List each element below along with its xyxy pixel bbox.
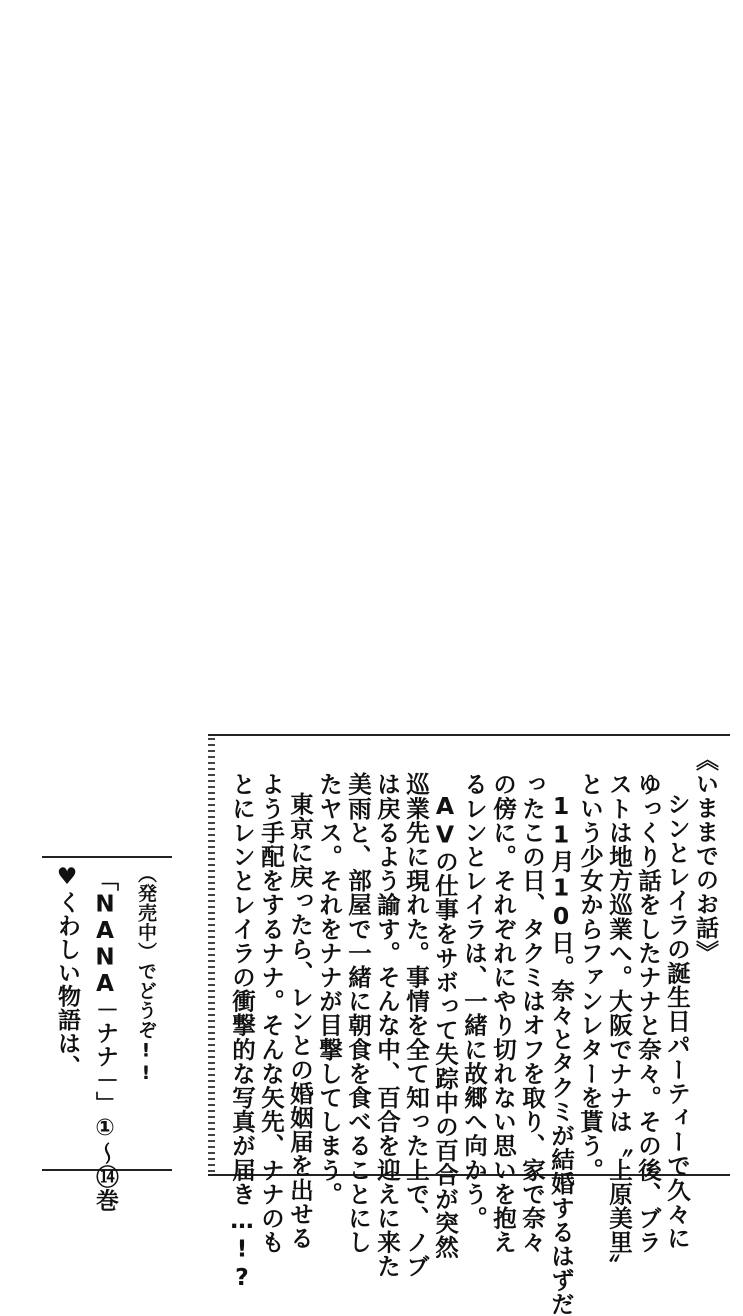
info-line-title: 「NANA－ナナ－」①～⑭巻: [92, 868, 118, 1212]
synopsis-line: よう手配をするナナ。そんな矢先、ナナのも: [257, 772, 285, 1254]
synopsis-line: ストは地方巡業へ。大阪でナナは〝上原美里〟: [605, 772, 633, 1279]
volumes-info-box: [42, 856, 172, 1212]
synopsis-line: 11月10日。奈々とタクミが結婚するはずだ: [547, 792, 575, 1316]
box-top-rule: [208, 734, 730, 736]
synopsis-line: るレンとレイラは、一緒に故郷へ向かう。: [460, 772, 488, 1230]
synopsis-line: 美雨と、部屋で一緒に朝食を食べることにし: [344, 772, 372, 1254]
info-line-on-sale: （発売中）でどうぞ!!: [135, 864, 157, 1085]
synopsis-line: 巡業先に現れた。事情を全て知った上で、ノブ: [402, 772, 430, 1279]
synopsis-line: AVの仕事をサボって失踪中の百合が突然: [431, 792, 459, 1259]
synopsis-line: 東京に戻ったら、レンとの婚姻届を出せる: [286, 792, 314, 1250]
synopsis-line: とにレンとレイラの衝撃的な写真が届き…!?: [228, 772, 256, 1292]
synopsis-line: の傍に。それぞれにやり切れない思いを抱え: [489, 772, 517, 1254]
synopsis-line: シンとレイラの誕生日パーティーで久々に: [663, 792, 691, 1250]
synopsis-heading: 《いままでのお話》: [692, 748, 718, 964]
synopsis-line: ったこの日、タクミはオフを取り、家で奈々: [518, 772, 546, 1254]
synopsis-box: [208, 734, 730, 1316]
synopsis-line: は戻るよう諭す。そんな中、百合を迎えに来た: [373, 772, 401, 1279]
synopsis-line: ゆっくり話をしたナナと奈々。その後、ブラ: [634, 772, 662, 1254]
box-dotted-border: [208, 738, 215, 1172]
info-line-details: ♥くわしい物語は、: [54, 864, 80, 1079]
info-top-rule: [42, 856, 172, 858]
synopsis-line: という少女からファンレターを貰う。: [576, 772, 604, 1182]
synopsis-line: たヤス。それをナナが目撃してしまう。: [315, 772, 343, 1206]
